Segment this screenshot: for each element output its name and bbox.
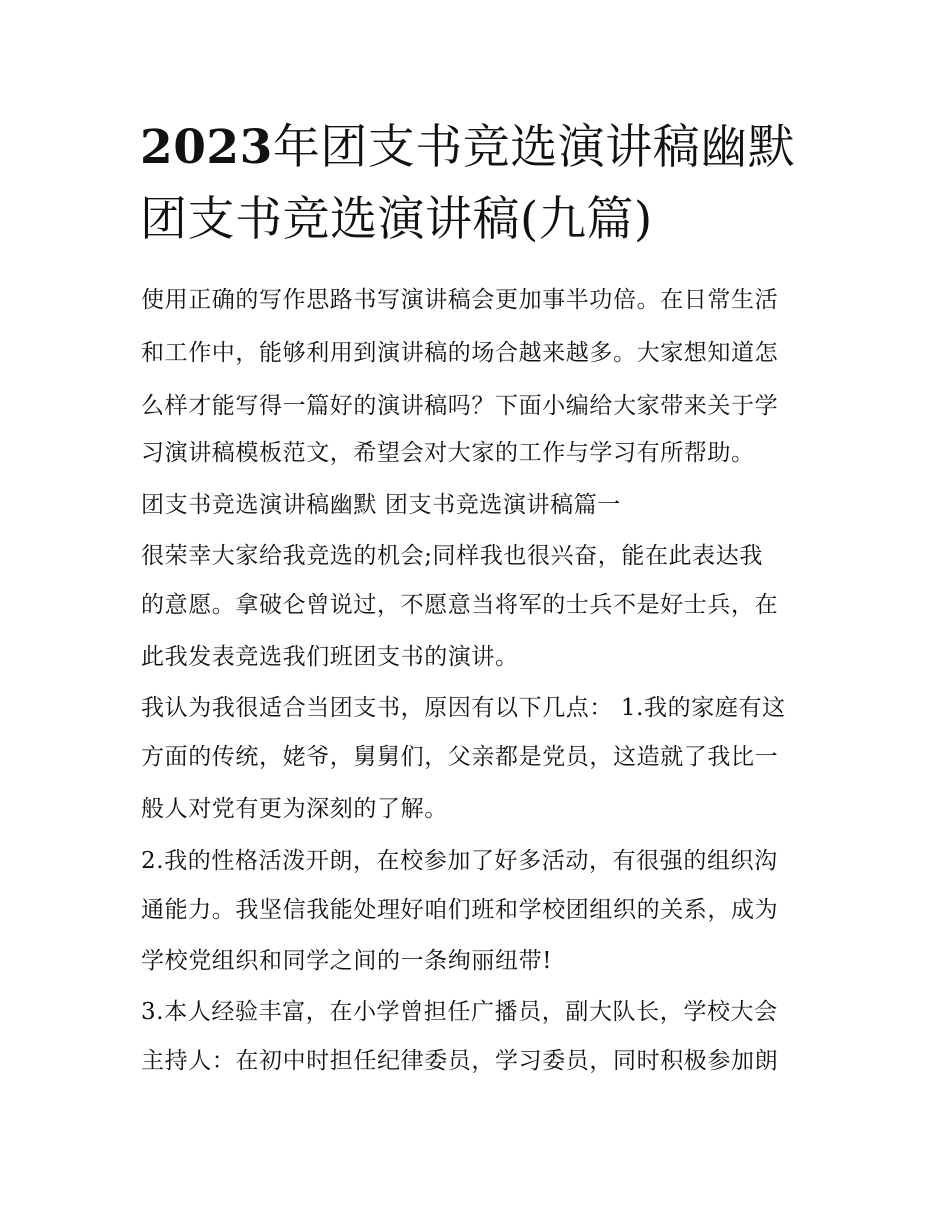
- title-year: 2023: [140, 120, 273, 175]
- body-line-9: 我认为我很适合当团支书，原因有以下几点： 1.我的家庭有这: [141, 695, 786, 721]
- title-text-1: 年团支书竞选演讲稿幽默: [272, 120, 796, 175]
- body-line-16: 主持人：在初中时担任纪律委员，学习委员，同时积极参加朗: [141, 1048, 779, 1074]
- body-line-12: 2.我的性格活泼开朗，在校参加了好多活动，有很强的组织沟: [141, 848, 778, 874]
- document-title: [140, 112, 830, 256]
- section-heading: 团支书竞选演讲稿幽默 团支书竞选演讲稿篇一: [141, 492, 621, 518]
- body-line-11: 般人对党有更为深刻的了解。: [141, 796, 448, 822]
- body-line-10: 方面的传统，姥爷，舅舅们，父亲都是党员，这造就了我比一: [141, 744, 779, 770]
- body-line-6: 很荣幸大家给我竞选的机会;同样我也很兴奋，能在此表达我: [141, 543, 763, 569]
- title-line-2: [140, 184, 830, 256]
- body-line-14: 学校党组织和同学之间的一条绚丽纽带!: [141, 948, 553, 974]
- body-line-2: 和工作中，能够利用到演讲稿的场合越来越多。大家想知道怎: [141, 340, 779, 366]
- body-line-15: 3.本人经验丰富，在小学曾担任广播员，副大队长，学校大会: [141, 999, 778, 1025]
- body-line-1: 使用正确的写作思路书写演讲稿会更加事半功倍。在日常生活: [141, 287, 779, 313]
- body-line-7: 的意愿。拿破仑曾说过，不愿意当将军的士兵不是好士兵，在: [141, 592, 779, 618]
- body-line-13: 通能力。我坚信我能处理好咱们班和学校团组织的关系，成为: [141, 897, 779, 923]
- body-line-8: 此我发表竞选我们班团支书的演讲。: [141, 644, 519, 670]
- title-text-2: 团支书竞选演讲稿(九篇): [140, 192, 653, 247]
- body-line-4: 习演讲稿模板范文，希望会对大家的工作与学习有所帮助。: [141, 440, 755, 466]
- title-line-1: [140, 112, 830, 184]
- body-line-3: 么样才能写得一篇好的演讲稿吗？下面小编给大家带来关于学: [141, 393, 779, 419]
